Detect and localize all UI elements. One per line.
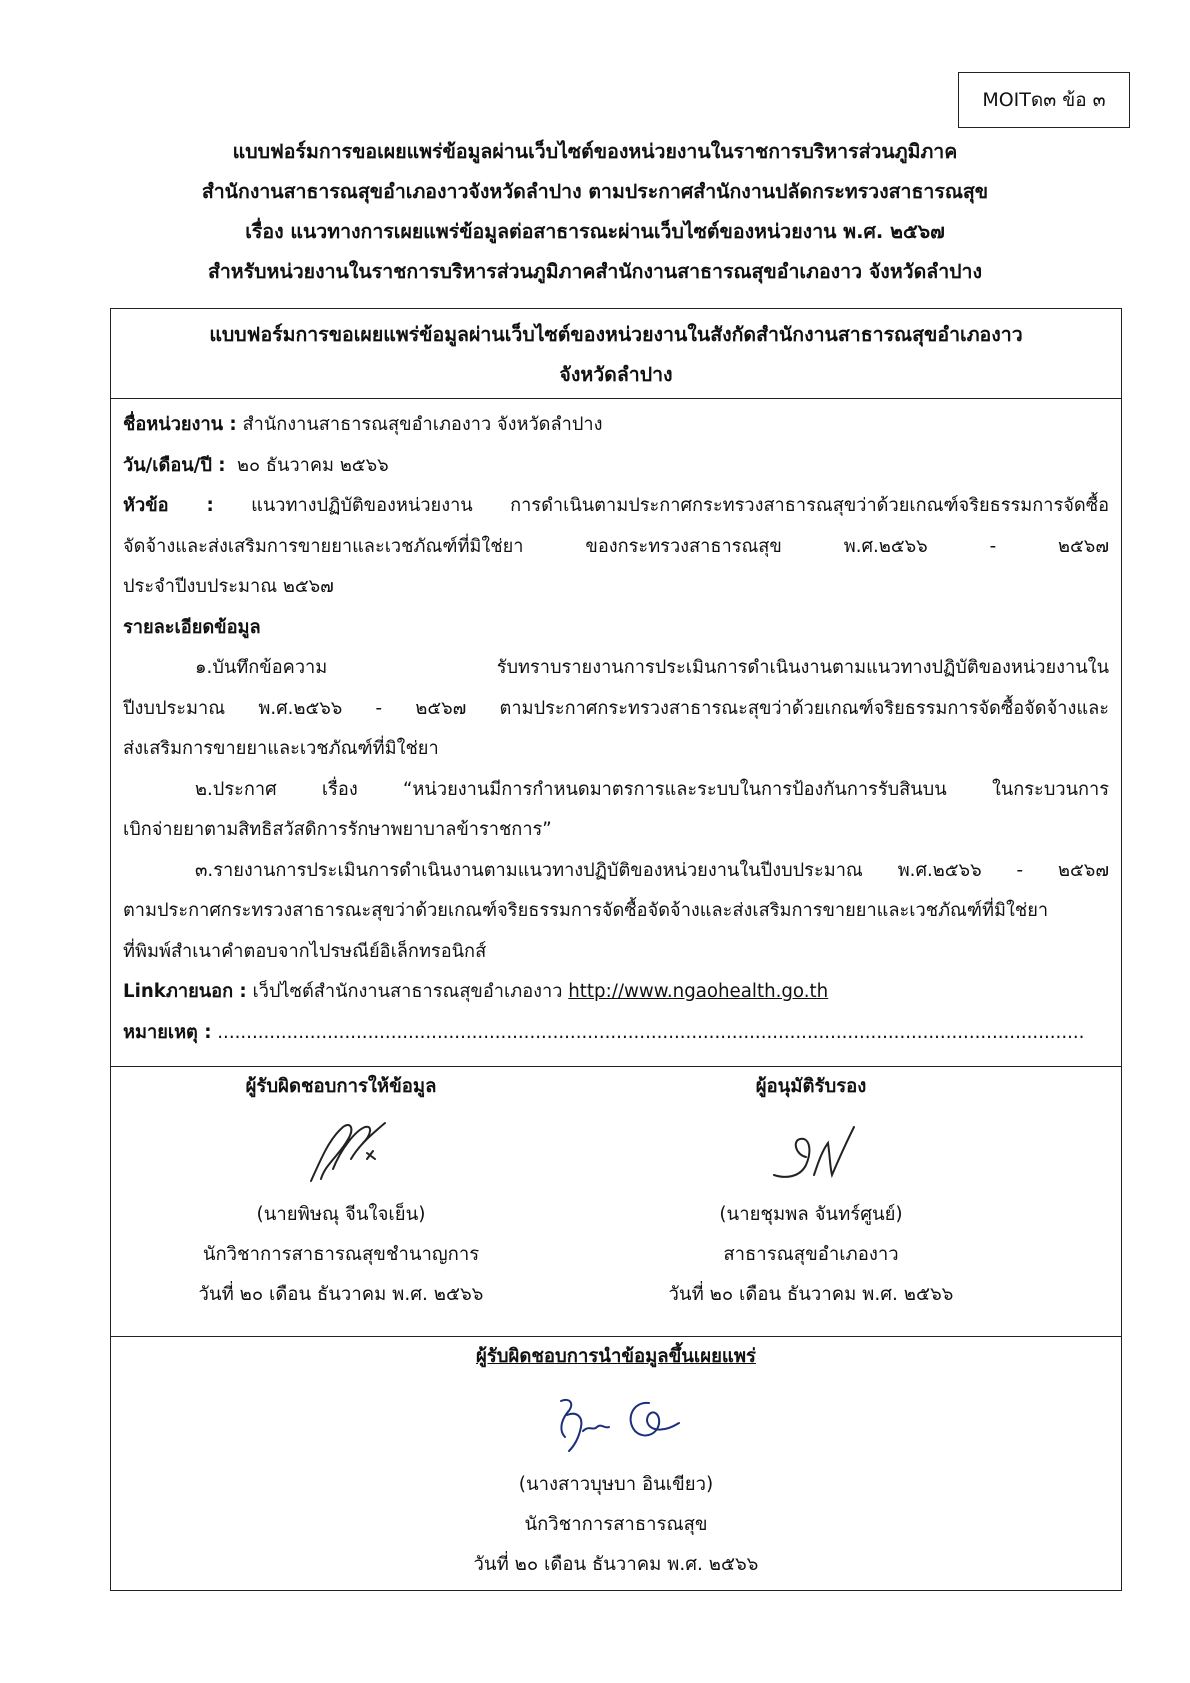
- approver-date: วันที่ ๒๐ เดือน ธันวาคม พ.ศ. ๒๕๖๖: [668, 1284, 954, 1305]
- note-label: หมายเหตุ :: [123, 1021, 212, 1043]
- signature-section: [111, 1067, 1121, 1337]
- approver-title: ผู้อนุมัติรับรอง: [755, 1076, 867, 1097]
- publisher-title: ผู้รับผิดชอบการนำข้อมูลขึ้นเผยแพร่: [476, 1346, 756, 1367]
- item3-line-2: ตามประกาศกระทรวงสาธารณะสุขว่าด้วยเกณฑ์จริยธรรมการจัดซื้อจัดจ้างและส่งเสริมการขายยาและเวชภัณฑ์ที่มิใช่ยา: [123, 900, 1049, 921]
- publisher-name: (นางสาวบุษบา อินเขียว): [518, 1474, 714, 1495]
- responsible-name: (นายพิษณุ จีนใจเย็น): [256, 1204, 426, 1225]
- item1-line-2: ปีงบประมาณ พ.ศ.๒๕๖๖ - ๒๕๖๗ ตามประกาศกระทรวงสาธารณะสุขว่าด้วยเกณฑ์จริยธรรมการจัดซื้อจัดจ้างและ: [123, 697, 1109, 719]
- detail-item-2: [123, 770, 1109, 851]
- external-link-row: [123, 972, 1109, 1013]
- detail-item-1: [123, 648, 1109, 770]
- header-line-3: เรื่อง แนวทางการเผยแพร่ข้อมูลต่อสาธารณะผ่านเว็บไซต์ของหน่วยงาน พ.ศ. ๒๕๖๗: [245, 220, 945, 243]
- unit-row: [123, 405, 1109, 446]
- approver-position: สาธารณสุขอำเภองาว: [723, 1244, 899, 1265]
- publisher-signature-image: [531, 1381, 701, 1461]
- responsible-signature-image: [281, 1109, 401, 1193]
- document-code-box: [958, 72, 1130, 128]
- topic-line-1: [123, 486, 1109, 527]
- document-code: MOITด๓ ข้อ ๓: [982, 89, 1106, 111]
- approver-signature-image: [756, 1109, 866, 1193]
- topic-line-3: ประจำปีงบประมาณ ๒๕๖๗: [123, 576, 334, 597]
- header-line-1: แบบฟอร์มการขอเผยแพร่ข้อมูลผ่านเว็บไซต์ของหน่วยงานในราชการบริหารส่วนภูมิภาค: [232, 140, 958, 163]
- form-frame: [110, 308, 1122, 1591]
- unit-label: ชื่อหน่วยงาน :: [123, 414, 237, 435]
- approver-signature-block: [581, 1067, 1041, 1315]
- publisher-signature: [111, 1377, 1121, 1465]
- external-link[interactable]: http://www.ngaohealth.go.th: [568, 981, 829, 1002]
- item1-line-1: ๑.บันทึกข้อความ รับทราบรายงานการประเมินการดำเนินงานตามแนวทางปฏิบัติของหน่วยงานใน: [195, 657, 1109, 678]
- note-row: [123, 1013, 1109, 1054]
- form-title-section: [111, 309, 1121, 399]
- item2-line-1: ๒.ประกาศ เรื่อง “หน่วยงานมีการกำหนดมาตรการและระบบในการป้องกันการรับสินบน ในกระบวนการ: [195, 778, 1109, 800]
- responsible-position: นักวิชาการสาธารณสุขชำนาญการ: [202, 1244, 480, 1265]
- link-label: Linkภายนอก :: [123, 981, 247, 1002]
- publisher-date: วันที่ ๒๐ เดือน ธันวาคม พ.ศ. ๒๕๖๖: [473, 1554, 759, 1575]
- item3-line-1: ๓.รายงานการประเมินการดำเนินงานตามแนวทางปฏิบัติของหน่วยงานในปีงบประมาณ พ.ศ.๒๕๖๖ - ๒๕๖๗: [195, 859, 1109, 881]
- date-label: วัน/เดือน/ปี :: [123, 454, 226, 476]
- publisher-position: นักวิชาการสาธารณสุข: [524, 1514, 708, 1535]
- responsible-date: วันที่ ๒๐ เดือน ธันวาคม พ.ศ. ๒๕๖๖: [198, 1284, 484, 1305]
- unit-value: สำนักงานสาธารณสุขอำเภองาว จังหวัดลำปาง: [242, 414, 603, 435]
- form-title-line-1: แบบฟอร์มการขอเผยแพร่ข้อมูลผ่านเว็บไซต์ของหน่วยงานในสังกัดสำนักงานสาธารณสุขอำเภองาว: [209, 323, 1023, 346]
- approver-signature: [581, 1107, 1041, 1195]
- topic-line-2: จัดจ้างและส่งเสริมการขายยาและเวชภัณฑ์ที่มิใช่ยา ของกระทรวงสาธารณสุข พ.ศ.๒๕๖๖ - ๒๕๖๗: [123, 535, 1109, 557]
- responsible-signature: [111, 1107, 571, 1195]
- document-header: [80, 132, 1110, 292]
- approver-name: (นายชุมพล จันทร์ศูนย์): [719, 1204, 903, 1225]
- item1-line-3: ส่งเสริมการขายยาและเวชภัณฑ์ที่มิใช่ยา: [123, 738, 439, 759]
- header-line-4: สำหรับหน่วยงานในราชการบริหารส่วนภูมิภาคสำนักงานสาธารณสุขอำเภองาว จังหวัดลำปาง: [207, 260, 983, 283]
- publisher-section: [111, 1337, 1121, 1590]
- header-line-2: สำนักงานสาธารณสุขอำเภองาวจังหวัดลำปาง ตามประกาศสำนักงานปลัดกระทรวงสาธารณสุข: [201, 180, 989, 203]
- topic-row: [123, 486, 1109, 608]
- item2-line-2: เบิกจ่ายยาตามสิทธิสวัสดิการรักษาพยาบาลข้าราชการ”: [123, 819, 552, 840]
- form-body-section: [111, 399, 1121, 1067]
- details-label: รายละเอียดข้อมูล: [123, 616, 261, 638]
- responsible-signature-block: [111, 1067, 571, 1315]
- topic-label: หัวข้อ :: [123, 495, 214, 516]
- date-value: ๒๐ ธันวาคม ๒๕๖๖: [237, 454, 389, 476]
- detail-item-3: [123, 851, 1109, 973]
- link-text: เว็ปไซต์สำนักงานสาธารณสุขอำเภองาว: [252, 981, 563, 1002]
- item3-line-3: ที่พิมพ์สำเนาคำตอบจากไปรษณีย์อิเล็กทรอนิกส์: [123, 940, 487, 962]
- topic-text-1: แนวทางปฏิบัติของหน่วยงาน การดำเนินตามประกาศกระทรวงสาธารณสุขว่าด้วยเกณฑ์จริยธรรมการจัดซื้อ: [251, 495, 1109, 516]
- date-row: [123, 446, 1109, 487]
- form-title-line-2: จังหวัดลำปาง: [559, 363, 673, 386]
- responsible-title: ผู้รับผิดชอบการให้ข้อมูล: [245, 1076, 437, 1097]
- note-value: ......................................................................................................................................................: [217, 1021, 1085, 1043]
